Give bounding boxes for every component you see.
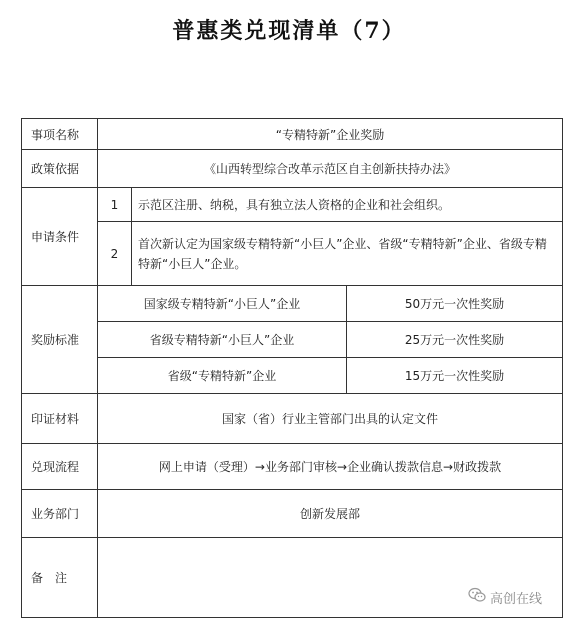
reward-type: 省级专精特新“小巨人”企业 bbox=[98, 322, 347, 358]
row-department bbox=[22, 490, 563, 538]
watermark bbox=[468, 583, 578, 611]
row-process bbox=[22, 444, 563, 490]
row-item-name bbox=[22, 119, 563, 150]
condition-text: 示范区注册、纳税，具有独立法人资格的企业和社会组织。 bbox=[132, 188, 563, 222]
value-item-name: “专精特新”企业奖励 bbox=[98, 119, 563, 150]
wechat-icon bbox=[468, 587, 490, 607]
reward-amount: 25万元一次性奖励 bbox=[347, 322, 563, 358]
row-condition-2 bbox=[22, 222, 563, 286]
condition-text: 首次新认定为国家级专精特新“小巨人”企业、省级“专精特新”企业、省级专精特新“小巨人”企业。 bbox=[132, 222, 563, 286]
row-reward-2 bbox=[22, 322, 563, 358]
row-reward-3 bbox=[22, 358, 563, 394]
value-policy-basis: 《山西转型综合改革示范区自主创新扶持办法》 bbox=[98, 150, 563, 188]
reward-type: 省级“专精特新”企业 bbox=[98, 358, 347, 394]
page-title: 普惠类兑现清单（7） bbox=[172, 18, 406, 44]
label-reward: 奖励标准 bbox=[22, 286, 98, 394]
label-department: 业务部门 bbox=[22, 490, 98, 538]
value-process: 网上申请（受理）→业务部门审核→企业确认拨款信息→财政拨款 bbox=[98, 444, 563, 490]
watermark-text: 高创在线 bbox=[490, 591, 543, 607]
label-policy-basis: 政策依据 bbox=[22, 150, 98, 188]
reward-amount: 15万元一次性奖励 bbox=[347, 358, 563, 394]
row-materials bbox=[22, 394, 563, 444]
label-item-name: 事项名称 bbox=[22, 119, 98, 150]
reward-amount: 50万元一次性奖励 bbox=[347, 286, 563, 322]
label-process: 兑现流程 bbox=[22, 444, 98, 490]
reward-type: 国家级专精特新“小巨人”企业 bbox=[98, 286, 347, 322]
condition-number: 2 bbox=[98, 222, 132, 286]
label-materials: 印证材料 bbox=[22, 394, 98, 444]
label-remarks: 备 注 bbox=[22, 538, 98, 618]
label-conditions: 申请条件 bbox=[22, 188, 98, 286]
value-materials: 国家（省）行业主管部门出具的认定文件 bbox=[98, 394, 563, 444]
policy-table bbox=[21, 118, 563, 618]
value-department: 创新发展部 bbox=[98, 490, 563, 538]
condition-number: 1 bbox=[98, 188, 132, 222]
row-condition-1 bbox=[22, 188, 563, 222]
row-reward-1 bbox=[22, 286, 563, 322]
row-policy-basis bbox=[22, 150, 563, 188]
